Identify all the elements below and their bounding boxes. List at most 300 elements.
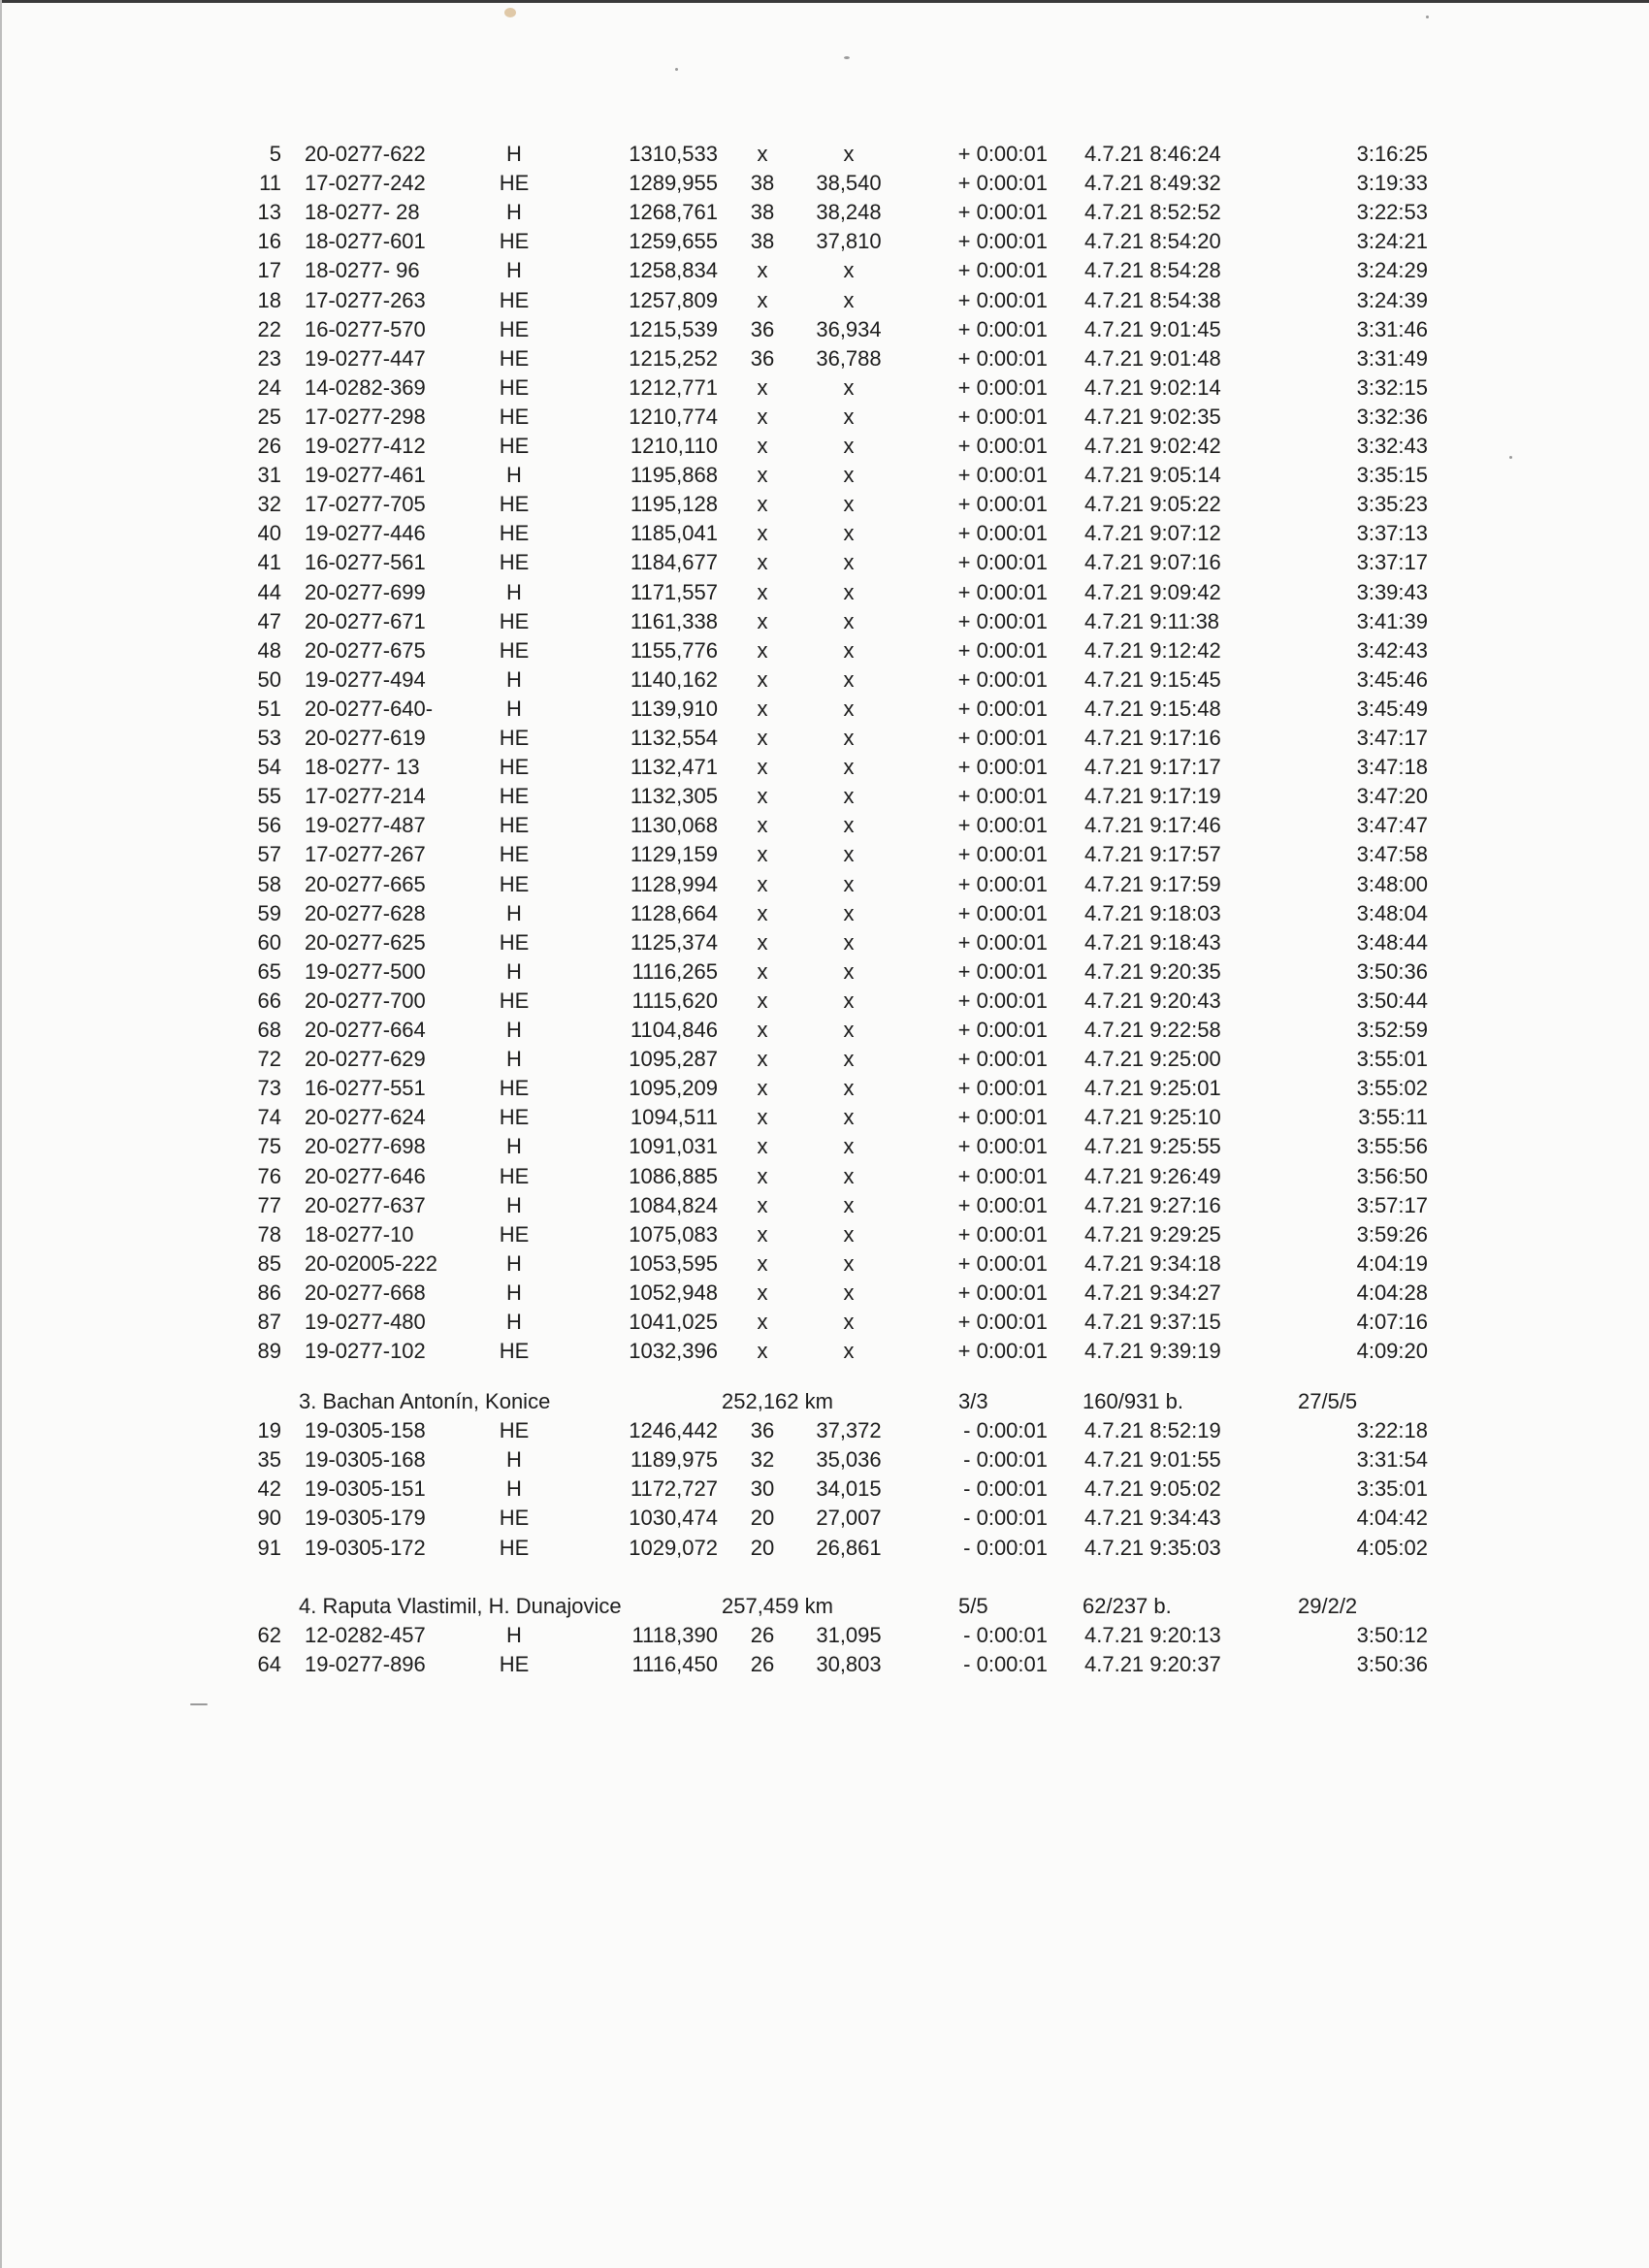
row-time-correction: + 0:00:01 bbox=[957, 288, 1048, 312]
row-order-number: 91 bbox=[257, 1536, 281, 1560]
table-row bbox=[0, 1534, 1649, 1563]
row-distance: 1246,442 bbox=[629, 1418, 718, 1442]
row-points: 38,248 bbox=[816, 200, 882, 224]
row-rank: x bbox=[757, 697, 768, 721]
row-rank: x bbox=[757, 726, 768, 750]
row-arrival-time: 4.7.21 9:39:19 bbox=[1084, 1339, 1221, 1363]
row-time-correction: - 0:00:01 bbox=[963, 1536, 1048, 1560]
table-row bbox=[0, 665, 1649, 695]
row-points: x bbox=[843, 1134, 855, 1158]
row-sex: HE bbox=[499, 755, 530, 779]
row-rank: 36 bbox=[750, 1418, 775, 1442]
row-arrival-time: 4.7.21 9:20:35 bbox=[1084, 959, 1221, 984]
row-rank: x bbox=[757, 1251, 768, 1276]
row-sex: HE bbox=[499, 1164, 530, 1188]
row-ring-number: 20-0277-637 bbox=[305, 1193, 426, 1217]
row-rank: 32 bbox=[750, 1447, 775, 1472]
row-sex: HE bbox=[499, 521, 530, 545]
row-arrival-time: 4.7.21 9:15:48 bbox=[1084, 697, 1221, 721]
row-flight-time: 3:50:36 bbox=[1356, 959, 1428, 984]
row-rank: x bbox=[757, 375, 768, 400]
row-rank: x bbox=[757, 405, 768, 429]
row-distance: 1095,287 bbox=[629, 1047, 718, 1071]
table-row bbox=[0, 1220, 1649, 1249]
section-header bbox=[0, 1387, 1649, 1416]
row-distance: 1195,868 bbox=[630, 463, 718, 487]
row-arrival-time: 4.7.21 9:20:37 bbox=[1084, 1652, 1221, 1676]
row-sex: H bbox=[506, 1623, 522, 1647]
row-arrival-time: 4.7.21 9:15:45 bbox=[1084, 667, 1221, 692]
row-arrival-time: 4.7.21 9:17:17 bbox=[1084, 755, 1221, 779]
row-time-correction: + 0:00:01 bbox=[957, 375, 1048, 400]
row-points: x bbox=[843, 405, 855, 429]
row-sex: H bbox=[506, 1310, 522, 1334]
row-arrival-time: 4.7.21 8:54:38 bbox=[1084, 288, 1221, 312]
row-rank: x bbox=[757, 142, 768, 166]
row-sex: H bbox=[506, 463, 522, 487]
table-row bbox=[0, 169, 1649, 198]
row-ring-number: 19-0277-102 bbox=[305, 1339, 426, 1363]
row-ring-number: 18-0277-601 bbox=[305, 229, 426, 253]
row-ring-number: 20-0277-622 bbox=[305, 142, 426, 166]
row-time-correction: + 0:00:01 bbox=[957, 1193, 1048, 1217]
row-points: x bbox=[843, 813, 855, 837]
table-row bbox=[0, 578, 1649, 607]
row-rank: x bbox=[757, 1047, 768, 1071]
row-order-number: 54 bbox=[257, 755, 281, 779]
row-rank: x bbox=[757, 1164, 768, 1188]
row-ring-number: 17-0277-242 bbox=[305, 171, 426, 195]
row-distance: 1210,110 bbox=[630, 434, 718, 458]
row-arrival-time: 4.7.21 8:54:28 bbox=[1084, 258, 1221, 282]
row-sex: HE bbox=[499, 1652, 530, 1676]
row-rank: x bbox=[757, 901, 768, 925]
row-points: x bbox=[843, 638, 855, 663]
row-rank: x bbox=[757, 434, 768, 458]
row-points: x bbox=[843, 1280, 855, 1305]
row-rank: 30 bbox=[750, 1476, 775, 1501]
row-points: x bbox=[843, 988, 855, 1013]
section-participant: 4. Raputa Vlastimil, H. Dunajovice bbox=[299, 1594, 622, 1618]
row-arrival-time: 4.7.21 9:25:00 bbox=[1084, 1047, 1221, 1071]
row-distance: 1091,031 bbox=[629, 1134, 718, 1158]
row-rank: x bbox=[757, 755, 768, 779]
row-sex: HE bbox=[499, 813, 530, 837]
row-flight-time: 3:35:01 bbox=[1356, 1476, 1428, 1501]
row-time-correction: + 0:00:01 bbox=[957, 667, 1048, 692]
row-ring-number: 16-0277-561 bbox=[305, 550, 426, 574]
row-flight-time: 3:50:36 bbox=[1356, 1652, 1428, 1676]
row-sex: HE bbox=[499, 1418, 530, 1442]
row-rank: x bbox=[757, 1018, 768, 1042]
row-order-number: 78 bbox=[257, 1222, 281, 1247]
row-time-correction: + 0:00:01 bbox=[957, 609, 1048, 633]
row-flight-time: 3:24:21 bbox=[1356, 229, 1428, 253]
row-time-correction: + 0:00:01 bbox=[957, 258, 1048, 282]
row-sex: HE bbox=[499, 1076, 530, 1100]
row-order-number: 58 bbox=[257, 872, 281, 896]
table-row bbox=[0, 1249, 1649, 1279]
row-time-correction: + 0:00:01 bbox=[957, 550, 1048, 574]
table-row bbox=[0, 1650, 1649, 1679]
row-ring-number: 19-0305-151 bbox=[305, 1476, 426, 1501]
row-flight-time: 3:57:17 bbox=[1356, 1193, 1428, 1217]
row-points: x bbox=[843, 726, 855, 750]
row-sex: H bbox=[506, 1280, 522, 1305]
table-row bbox=[0, 1103, 1649, 1132]
row-flight-time: 3:55:02 bbox=[1356, 1076, 1428, 1100]
row-points: x bbox=[843, 288, 855, 312]
row-points: x bbox=[843, 1310, 855, 1334]
row-arrival-time: 4.7.21 9:29:25 bbox=[1084, 1222, 1221, 1247]
row-time-correction: - 0:00:01 bbox=[963, 1623, 1048, 1647]
row-time-correction: + 0:00:01 bbox=[957, 521, 1048, 545]
row-sex: HE bbox=[499, 872, 530, 896]
row-arrival-time: 4.7.21 9:01:45 bbox=[1084, 317, 1221, 341]
row-distance: 1084,824 bbox=[629, 1193, 718, 1217]
row-ring-number: 19-0277-896 bbox=[305, 1652, 426, 1676]
table-row bbox=[0, 1416, 1649, 1445]
row-points: 26,861 bbox=[816, 1536, 882, 1560]
row-time-correction: - 0:00:01 bbox=[963, 1652, 1048, 1676]
row-flight-time: 3:48:00 bbox=[1356, 872, 1428, 896]
row-order-number: 89 bbox=[257, 1339, 281, 1363]
row-distance: 1128,994 bbox=[630, 872, 718, 896]
row-sex: H bbox=[506, 1134, 522, 1158]
row-distance: 1041,025 bbox=[629, 1310, 718, 1334]
row-ring-number: 17-0277-263 bbox=[305, 288, 426, 312]
row-order-number: 32 bbox=[257, 492, 281, 516]
row-ring-number: 14-0282-369 bbox=[305, 375, 426, 400]
row-rank: x bbox=[757, 638, 768, 663]
table-row bbox=[0, 140, 1649, 169]
row-sex: HE bbox=[499, 434, 530, 458]
row-sex: HE bbox=[499, 288, 530, 312]
table-row bbox=[0, 1132, 1649, 1161]
row-rank: x bbox=[757, 1105, 768, 1129]
row-order-number: 56 bbox=[257, 813, 281, 837]
row-ring-number: 18-0277- 96 bbox=[305, 258, 420, 282]
row-distance: 1155,776 bbox=[630, 638, 718, 663]
row-points: 36,934 bbox=[816, 317, 882, 341]
row-ring-number: 19-0305-172 bbox=[305, 1536, 426, 1560]
row-ring-number: 17-0277-705 bbox=[305, 492, 426, 516]
row-points: x bbox=[843, 1018, 855, 1042]
section-count: 5/5 bbox=[958, 1594, 988, 1618]
scan-speck bbox=[844, 56, 850, 59]
row-distance: 1268,761 bbox=[629, 200, 718, 224]
row-points: x bbox=[843, 1251, 855, 1276]
row-time-correction: + 0:00:01 bbox=[957, 726, 1048, 750]
row-ring-number: 19-0277-412 bbox=[305, 434, 426, 458]
row-flight-time: 3:48:44 bbox=[1356, 930, 1428, 955]
row-distance: 1104,846 bbox=[630, 1018, 718, 1042]
table-row bbox=[0, 227, 1649, 256]
table-row bbox=[0, 315, 1649, 344]
row-distance: 1289,955 bbox=[629, 171, 718, 195]
row-time-correction: + 0:00:01 bbox=[957, 1076, 1048, 1100]
row-time-correction: + 0:00:01 bbox=[957, 1018, 1048, 1042]
row-flight-time: 4:07:16 bbox=[1356, 1310, 1428, 1334]
row-points: x bbox=[843, 609, 855, 633]
section-points: 62/237 b. bbox=[1083, 1594, 1172, 1618]
row-distance: 1259,655 bbox=[629, 229, 718, 253]
row-time-correction: + 0:00:01 bbox=[957, 229, 1048, 253]
row-distance: 1189,975 bbox=[630, 1447, 718, 1472]
row-time-correction: + 0:00:01 bbox=[957, 872, 1048, 896]
row-order-number: 24 bbox=[257, 375, 281, 400]
row-sex: HE bbox=[499, 726, 530, 750]
table-row bbox=[0, 1162, 1649, 1191]
row-time-correction: + 0:00:01 bbox=[957, 901, 1048, 925]
row-order-number: 50 bbox=[257, 667, 281, 692]
row-points: x bbox=[843, 872, 855, 896]
row-time-correction: + 0:00:01 bbox=[957, 697, 1048, 721]
row-sex: H bbox=[506, 1018, 522, 1042]
row-arrival-time: 4.7.21 9:17:57 bbox=[1084, 842, 1221, 866]
row-arrival-time: 4.7.21 9:17:16 bbox=[1084, 726, 1221, 750]
row-time-correction: + 0:00:01 bbox=[957, 317, 1048, 341]
row-order-number: 22 bbox=[257, 317, 281, 341]
row-order-number: 76 bbox=[257, 1164, 281, 1188]
row-rank: x bbox=[757, 959, 768, 984]
row-time-correction: + 0:00:01 bbox=[957, 1280, 1048, 1305]
row-order-number: 53 bbox=[257, 726, 281, 750]
row-flight-time: 3:32:43 bbox=[1356, 434, 1428, 458]
row-ring-number: 19-0277-461 bbox=[305, 463, 426, 487]
row-points: 31,095 bbox=[816, 1623, 882, 1647]
row-sex: HE bbox=[499, 988, 530, 1013]
row-flight-time: 3:48:04 bbox=[1356, 901, 1428, 925]
row-points: x bbox=[843, 784, 855, 808]
scan-speck bbox=[504, 8, 516, 17]
row-points: 34,015 bbox=[816, 1476, 882, 1501]
row-points: x bbox=[843, 258, 855, 282]
row-rank: x bbox=[757, 580, 768, 604]
row-flight-time: 3:55:01 bbox=[1356, 1047, 1428, 1071]
row-distance: 1053,595 bbox=[629, 1251, 718, 1276]
row-points: x bbox=[843, 755, 855, 779]
row-flight-time: 3:55:56 bbox=[1356, 1134, 1428, 1158]
row-flight-time: 3:24:39 bbox=[1356, 288, 1428, 312]
row-sex: HE bbox=[499, 1222, 530, 1247]
section-participant: 3. Bachan Antonín, Konice bbox=[299, 1389, 551, 1413]
table-row bbox=[0, 519, 1649, 548]
table-row bbox=[0, 548, 1649, 577]
row-time-correction: + 0:00:01 bbox=[957, 638, 1048, 663]
row-arrival-time: 4.7.21 9:27:16 bbox=[1084, 1193, 1221, 1217]
row-order-number: 75 bbox=[257, 1134, 281, 1158]
row-flight-time: 3:42:43 bbox=[1356, 638, 1428, 663]
row-ring-number: 19-0277-446 bbox=[305, 521, 426, 545]
row-points: x bbox=[843, 1222, 855, 1247]
row-ring-number: 20-0277-698 bbox=[305, 1134, 426, 1158]
row-rank: 26 bbox=[750, 1652, 775, 1676]
row-points: x bbox=[843, 492, 855, 516]
row-distance: 1086,885 bbox=[629, 1164, 718, 1188]
row-ring-number: 19-0277-480 bbox=[305, 1310, 426, 1334]
row-time-correction: + 0:00:01 bbox=[957, 463, 1048, 487]
row-flight-time: 3:39:43 bbox=[1356, 580, 1428, 604]
row-time-correction: + 0:00:01 bbox=[957, 200, 1048, 224]
scan-speck bbox=[675, 68, 678, 71]
row-order-number: 23 bbox=[257, 346, 281, 371]
row-arrival-time: 4.7.21 9:20:13 bbox=[1084, 1623, 1221, 1647]
row-time-correction: + 0:00:01 bbox=[957, 842, 1048, 866]
row-rank: 26 bbox=[750, 1623, 775, 1647]
row-order-number: 60 bbox=[257, 930, 281, 955]
row-sex: HE bbox=[499, 609, 530, 633]
row-arrival-time: 4.7.21 9:02:35 bbox=[1084, 405, 1221, 429]
row-distance: 1116,265 bbox=[631, 959, 718, 984]
row-order-number: 72 bbox=[257, 1047, 281, 1071]
row-order-number: 48 bbox=[257, 638, 281, 663]
row-flight-time: 3:47:20 bbox=[1356, 784, 1428, 808]
table-row bbox=[0, 899, 1649, 928]
row-rank: x bbox=[757, 872, 768, 896]
row-distance: 1184,677 bbox=[630, 550, 718, 574]
scan-top-edge bbox=[0, 0, 1649, 3]
row-rank: x bbox=[757, 988, 768, 1013]
row-points: x bbox=[843, 667, 855, 692]
row-order-number: 16 bbox=[257, 229, 281, 253]
row-order-number: 40 bbox=[257, 521, 281, 545]
row-flight-time: 4:09:20 bbox=[1356, 1339, 1428, 1363]
row-arrival-time: 4.7.21 9:34:43 bbox=[1084, 1506, 1221, 1530]
row-arrival-time: 4.7.21 9:20:43 bbox=[1084, 988, 1221, 1013]
table-row bbox=[0, 1279, 1649, 1308]
row-sex: HE bbox=[499, 1339, 530, 1363]
row-arrival-time: 4.7.21 9:18:03 bbox=[1084, 901, 1221, 925]
row-arrival-time: 4.7.21 9:34:27 bbox=[1084, 1280, 1221, 1305]
row-arrival-time: 4.7.21 9:07:12 bbox=[1084, 521, 1221, 545]
row-flight-time: 3:22:18 bbox=[1356, 1418, 1428, 1442]
row-ring-number: 20-0277-668 bbox=[305, 1280, 426, 1305]
row-arrival-time: 4.7.21 8:52:52 bbox=[1084, 200, 1221, 224]
row-rank: x bbox=[757, 609, 768, 633]
row-ring-number: 20-0277-628 bbox=[305, 901, 426, 925]
row-arrival-time: 4.7.21 9:11:38 bbox=[1084, 609, 1220, 633]
row-distance: 1130,068 bbox=[630, 813, 718, 837]
row-rank: x bbox=[757, 521, 768, 545]
row-arrival-time: 4.7.21 8:54:20 bbox=[1084, 229, 1221, 253]
row-ring-number: 20-0277-700 bbox=[305, 988, 426, 1013]
row-ring-number: 17-0277-298 bbox=[305, 405, 426, 429]
row-rank: x bbox=[757, 930, 768, 955]
table-row bbox=[0, 1621, 1649, 1650]
row-ring-number: 20-02005-222 bbox=[305, 1251, 438, 1276]
row-flight-time: 3:31:46 bbox=[1356, 317, 1428, 341]
section-distance: 257,459 km bbox=[722, 1594, 833, 1618]
row-flight-time: 3:47:47 bbox=[1356, 813, 1428, 837]
row-distance: 1310,533 bbox=[629, 142, 718, 166]
row-sex: H bbox=[506, 1047, 522, 1071]
row-distance: 1258,834 bbox=[629, 258, 718, 282]
row-ring-number: 19-0305-168 bbox=[305, 1447, 426, 1472]
section-count: 3/3 bbox=[958, 1389, 988, 1413]
row-flight-time: 3:22:53 bbox=[1356, 200, 1428, 224]
row-points: x bbox=[843, 901, 855, 925]
row-order-number: 35 bbox=[257, 1447, 281, 1472]
row-order-number: 65 bbox=[257, 959, 281, 984]
row-sex: H bbox=[506, 580, 522, 604]
row-ring-number: 17-0277-267 bbox=[305, 842, 426, 866]
row-sex: H bbox=[506, 200, 522, 224]
row-sex: H bbox=[506, 901, 522, 925]
row-order-number: 47 bbox=[257, 609, 281, 633]
row-sex: HE bbox=[499, 229, 530, 253]
table-row bbox=[0, 1045, 1649, 1074]
row-flight-time: 3:32:36 bbox=[1356, 405, 1428, 429]
row-sex: HE bbox=[499, 1536, 530, 1560]
row-flight-time: 3:47:58 bbox=[1356, 842, 1428, 866]
row-arrival-time: 4.7.21 9:05:02 bbox=[1084, 1476, 1221, 1501]
row-distance: 1094,511 bbox=[630, 1105, 718, 1129]
row-rank: x bbox=[757, 842, 768, 866]
row-flight-time: 3:45:46 bbox=[1356, 667, 1428, 692]
row-points: x bbox=[843, 463, 855, 487]
row-sex: H bbox=[506, 1193, 522, 1217]
row-distance: 1139,910 bbox=[630, 697, 718, 721]
row-points: x bbox=[843, 697, 855, 721]
row-flight-time: 3:37:17 bbox=[1356, 550, 1428, 574]
row-arrival-time: 4.7.21 9:35:03 bbox=[1084, 1536, 1221, 1560]
row-distance: 1095,209 bbox=[629, 1076, 718, 1100]
row-distance: 1132,305 bbox=[630, 784, 718, 808]
row-ring-number: 19-0277-487 bbox=[305, 813, 426, 837]
row-time-correction: + 0:00:01 bbox=[957, 1310, 1048, 1334]
row-order-number: 86 bbox=[257, 1280, 281, 1305]
row-ring-number: 20-0277-671 bbox=[305, 609, 426, 633]
row-flight-time: 3:35:23 bbox=[1356, 492, 1428, 516]
row-sex: H bbox=[506, 1251, 522, 1276]
row-ring-number: 20-0277-675 bbox=[305, 638, 426, 663]
row-points: 35,036 bbox=[816, 1447, 882, 1472]
row-order-number: 68 bbox=[257, 1018, 281, 1042]
row-order-number: 51 bbox=[257, 697, 281, 721]
row-sex: H bbox=[506, 667, 522, 692]
row-flight-time: 3:19:33 bbox=[1356, 171, 1428, 195]
row-order-number: 55 bbox=[257, 784, 281, 808]
row-rank: x bbox=[757, 492, 768, 516]
row-rank: x bbox=[757, 813, 768, 837]
row-arrival-time: 4.7.21 8:46:24 bbox=[1084, 142, 1221, 166]
row-rank: x bbox=[757, 1134, 768, 1158]
row-ring-number: 20-0277-664 bbox=[305, 1018, 426, 1042]
row-order-number: 11 bbox=[259, 171, 281, 195]
row-sex: HE bbox=[499, 638, 530, 663]
row-arrival-time: 4.7.21 9:34:18 bbox=[1084, 1251, 1221, 1276]
table-row bbox=[0, 636, 1649, 665]
row-time-correction: + 0:00:01 bbox=[957, 346, 1048, 371]
row-points: x bbox=[843, 1164, 855, 1188]
row-sex: HE bbox=[499, 171, 530, 195]
section-distance: 252,162 km bbox=[722, 1389, 833, 1413]
row-time-correction: + 0:00:01 bbox=[957, 1134, 1048, 1158]
row-time-correction: + 0:00:01 bbox=[957, 1339, 1048, 1363]
row-rank: x bbox=[757, 784, 768, 808]
row-arrival-time: 4.7.21 9:01:48 bbox=[1084, 346, 1221, 371]
table-row bbox=[0, 286, 1649, 315]
row-arrival-time: 4.7.21 9:12:42 bbox=[1084, 638, 1221, 663]
row-time-correction: - 0:00:01 bbox=[963, 1447, 1048, 1472]
table-row bbox=[0, 840, 1649, 869]
table-row bbox=[0, 987, 1649, 1016]
row-ring-number: 19-0277-500 bbox=[305, 959, 426, 984]
row-order-number: 31 bbox=[257, 463, 281, 487]
row-arrival-time: 4.7.21 9:22:58 bbox=[1084, 1018, 1221, 1042]
row-time-correction: + 0:00:01 bbox=[957, 1047, 1048, 1071]
